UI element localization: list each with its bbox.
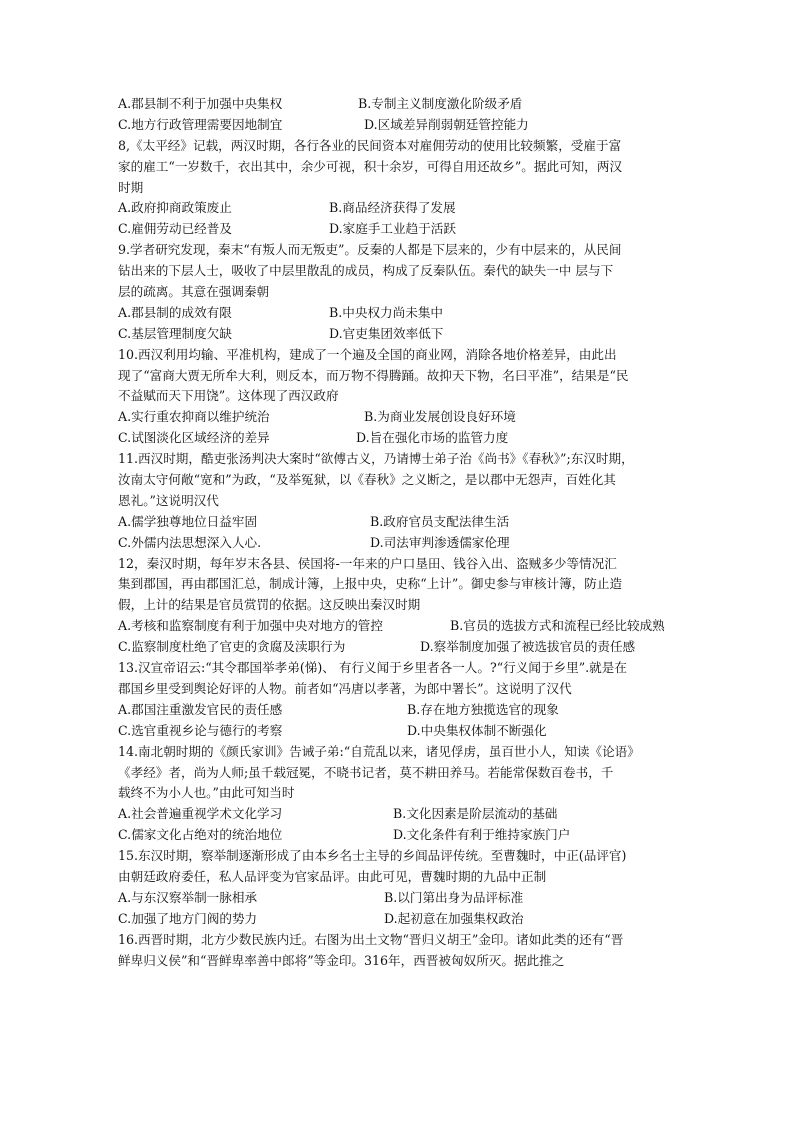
option-row [118, 303, 678, 324]
option-row [118, 637, 678, 658]
option-row [118, 428, 678, 449]
option-left: A.儒学独尊地位日益牢固 [118, 513, 258, 529]
text-line: 8,《太平经》记载，两汉时期，各行各业的民间资本对雇佣劳动的使用比较频繁，受雇于富 [118, 137, 622, 153]
option-left: C.监察制度杜绝了官吏的贪腐及渎职行为 [118, 639, 346, 655]
option-left: C.试图淡化区域经济的差异 [118, 430, 270, 446]
option-right: B.中央权力尚未集中 [329, 304, 444, 320]
text-line: 10.西汉利用均输、平准机构，建成了一个遍及全国的商业网，消除各地价格差异，由此出 [118, 346, 617, 362]
option-left: C.儒家文化占绝对的统治地位 [118, 827, 283, 843]
option-right: B.存在地方独揽选官的现象 [407, 701, 559, 717]
option-right: B.为商业发展创设良好环境 [364, 409, 516, 425]
option-row [118, 198, 678, 219]
option-row [118, 700, 678, 721]
option-row [118, 324, 678, 345]
option-left: A.社会普遍重视学术文化学习 [118, 806, 283, 822]
option-right: D.家庭手工业趋于活跃 [329, 221, 456, 237]
text-line: 现了“富商大贾无所牟大利，则反本，而万物不得腾踊。故抑天下物，名曰平准”，结果是“民 [118, 367, 629, 383]
option-right: B.商品经济获得了发展 [329, 200, 456, 216]
text-line: 13.汉宣帝诏云:“其令郡国举孝弟(悌)、 有行义闻于乡里者各一人。?“行义闻于乡里”.就是在 [118, 660, 627, 676]
option-row [118, 825, 678, 846]
option-right: D.司法审判渗透儒家伦理 [370, 534, 510, 550]
text-line: 恩礼。”这说明汉代 [118, 492, 219, 508]
text-line: 《孝经》者，尚为人师;虽千载冠冕，不晓书记者，莫不耕田养马。若能常保数百卷书，千 [118, 764, 614, 780]
option-right: B.官员的选拔方式和流程已经比较成熟 [450, 618, 665, 634]
option-left: A.与东汉察举制一脉相承 [118, 889, 258, 905]
text-line: 钻出来的下层人士，吸收了中层里散乱的成员，构成了反秦队伍。秦代的缺失一中 层与下 [118, 263, 614, 279]
option-right: D.起初意在加强集权政治 [384, 910, 524, 926]
text-line: 假，上计的结果是官员赏罚的依据。这反映出秦汉时期 [118, 597, 421, 613]
option-right: D.区域差异削弱朝廷管控能力 [364, 116, 529, 132]
text-line: 14.南北朝时期的《颜氏家训》告诫子弟:“自荒乱以来，诸见俘虏，虽百世小人，知读《论语》 [118, 743, 640, 759]
option-row [118, 804, 678, 825]
text-line: 时期 [118, 179, 144, 195]
text-line: 不益赋而天下用饶”。这体现了西汉政府 [118, 388, 339, 404]
option-left: A.实行重农抑商以维护统治 [118, 409, 270, 425]
option-row [118, 909, 678, 930]
option-row [118, 512, 678, 533]
option-left: A.考核和监察制度有利于加强中央对地方的管控 [118, 618, 383, 634]
text-line: 15.东汉时期，察举制逐渐形成了由本乡名士主导的乡闾品评传统。至曹魏时，中正(品评官) [118, 848, 627, 864]
option-right: B.以门第出身为品评标准 [384, 889, 524, 905]
text-line: 层的疏离。其意在强调秦朝 [118, 284, 270, 300]
text-line: 9.学者研究发现，秦末“有叛人而无叛吏”。反秦的人都是下层来的，少有中层来的，从民间 [118, 242, 622, 258]
option-right: D.旨在强化市场的监管力度 [356, 430, 509, 446]
option-left: C.选官重视乡论与德行的考察 [118, 722, 283, 738]
option-row [118, 533, 678, 554]
option-right: D.官吏集团效率低下 [329, 325, 444, 341]
option-row [118, 115, 678, 136]
text-line: 16.西晋时期，北方少数民族内迁。右图为出土文物“晋归义胡王”金印。诸如此类的还有“晋 [118, 931, 624, 947]
option-row [118, 94, 678, 115]
option-left: A.政府抑商政策废止 [118, 200, 232, 216]
text-line: 郡国乡里受到舆论好评的人物。前者如“冯唐以孝著，为郎中署长”。这说明了汉代 [118, 680, 572, 696]
option-left: A.郡县制的成效有限 [118, 304, 232, 320]
option-right: D.察举制度加强了被选拔官员的责任感 [420, 639, 636, 655]
option-left: A.郡县制不利于加强中央集权 [118, 96, 283, 111]
option-right: B.专制主义制度激化阶级矛盾 [358, 96, 523, 111]
option-right: B.文化因素是阶层流动的基础 [393, 806, 558, 822]
option-row [118, 721, 678, 742]
option-row [118, 407, 678, 428]
option-right: D.中央集权体制不断强化 [407, 722, 547, 738]
text-line: 家的雇工“一岁数千，衣出其中，余少可视，积十余岁，可得自用还故乡”。据此可知，两汉 [118, 158, 623, 174]
text-line: 由朝廷政府委任，私人品评变为官家品评。由此可见，曹魏时期的九品中正制 [118, 868, 547, 884]
option-left: C.外儒内法思想深入人心. [118, 534, 262, 550]
option-left: C.加强了地方门阀的势力 [118, 910, 258, 926]
option-left: C.基层管理制度欠缺 [118, 325, 232, 341]
text-line: 载终不为小人也。”由此可知当时 [118, 785, 295, 801]
text-line: 鲜卑归义侯”和“晋鲜卑率善中郎将”等金印。316年，西晋被匈奴所灭。据此推之 [118, 952, 565, 968]
exam-page [118, 94, 678, 971]
text-line: 集到郡国，再由郡国汇总，制成计簿，上报中央，史称“上计”。御史参与审核计簿，防止造 [118, 576, 623, 592]
option-left: C.雇佣劳动已经普及 [118, 221, 232, 237]
option-right: B.政府官员支配法律生活 [370, 513, 510, 529]
option-left: A.郡国注重激发官民的责任感 [118, 701, 283, 717]
text-line: 11.西汉时期，酷吏张汤判决大案时“欲傅古义，乃请博士弟子治《尚书》《春秋》”;东汉时期， [118, 451, 634, 467]
text-line: 汝南太守何敞“宽和”为政，“及举冤狱，以《春秋》之义断之，是以郡中无怨声，百姓化其 [118, 472, 616, 488]
option-right: D.文化条件有利于维持家族门户 [393, 827, 571, 843]
option-left: C.地方行政管理需要因地制宜 [118, 116, 283, 132]
option-row [118, 219, 678, 240]
option-row [118, 616, 678, 637]
option-row [118, 888, 678, 909]
text-line: 12，秦汉时期，每年岁末各县、侯国将-一年来的户口垦田、钱谷入出、盗贼多少等情况汇 [118, 555, 617, 571]
